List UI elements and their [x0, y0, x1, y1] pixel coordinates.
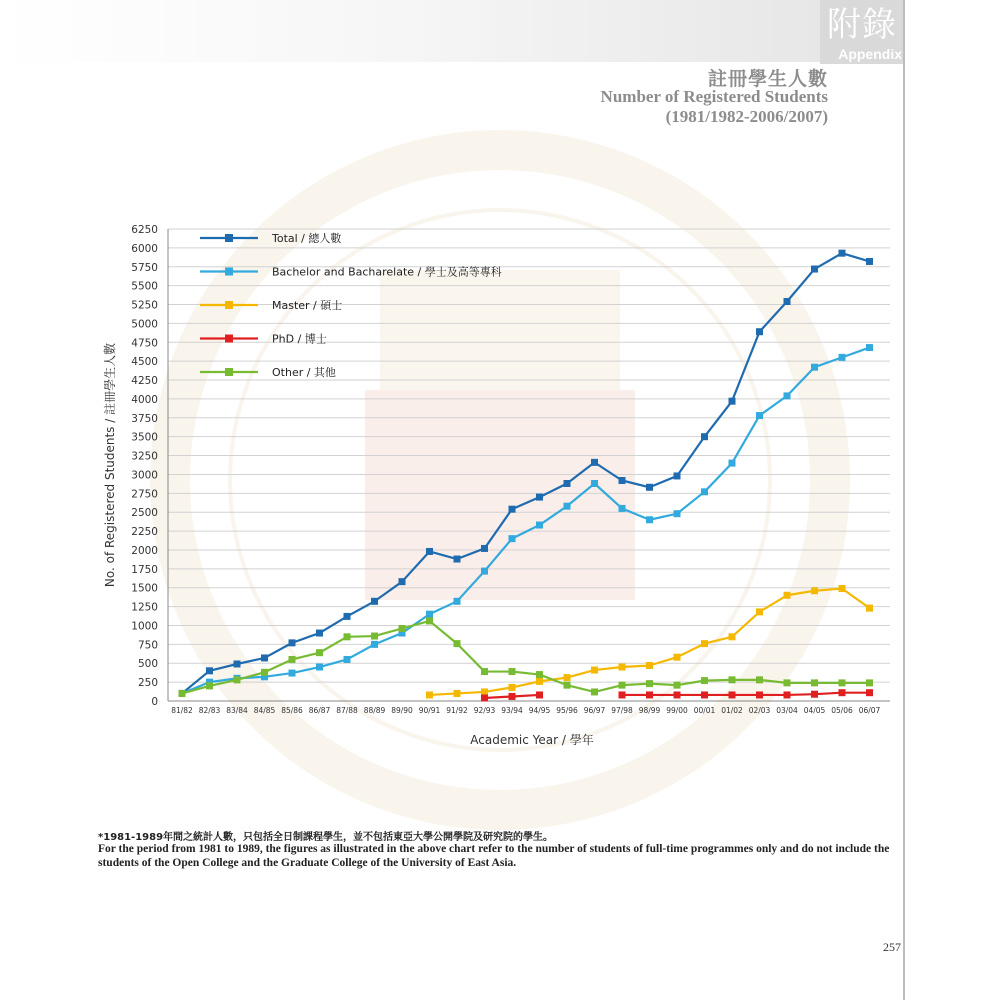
x-tick-label: 84/85 — [253, 706, 276, 715]
data-point — [426, 548, 433, 555]
data-point — [701, 488, 708, 495]
page-number: 257 — [883, 940, 901, 954]
x-tick-label: 02/03 — [748, 706, 771, 715]
data-point — [701, 691, 708, 698]
data-point — [316, 649, 323, 656]
series-3 — [481, 689, 873, 701]
y-tick-label: 4750 — [131, 337, 158, 350]
y-tick-label: 2500 — [131, 507, 158, 520]
x-tick-label: 01/02 — [721, 706, 743, 715]
x-tick-label: 87/88 — [336, 706, 358, 715]
data-point — [839, 679, 846, 686]
x-tick-label: 99/00 — [666, 706, 688, 715]
data-point — [839, 354, 846, 361]
data-point — [344, 613, 351, 620]
data-point — [839, 689, 846, 696]
y-tick-label: 5750 — [131, 261, 158, 274]
data-point — [646, 680, 653, 687]
data-point — [481, 668, 488, 675]
data-point — [784, 392, 791, 399]
data-point — [591, 688, 598, 695]
x-tick-label: 04/05 — [803, 706, 826, 715]
data-point — [674, 654, 681, 661]
data-point — [316, 664, 323, 671]
y-tick-label: 4000 — [131, 393, 158, 406]
data-point — [454, 556, 461, 563]
legend-marker — [225, 335, 233, 343]
data-point — [756, 608, 763, 615]
data-point — [646, 484, 653, 491]
data-point — [371, 633, 378, 640]
data-point — [811, 587, 818, 594]
x-tick-label: 97/98 — [611, 706, 633, 715]
x-tick-label: 82/83 — [198, 706, 221, 715]
data-point — [674, 472, 681, 479]
data-point — [481, 545, 488, 552]
data-point — [619, 691, 626, 698]
data-point — [866, 679, 873, 686]
data-point — [509, 684, 516, 691]
data-point — [756, 412, 763, 419]
x-tick-label: 98/99 — [638, 706, 661, 715]
y-tick-label: 5250 — [131, 299, 158, 312]
x-tick-label: 83/84 — [226, 706, 248, 715]
data-point — [536, 671, 543, 678]
data-point — [674, 691, 681, 698]
x-tick-label: 94/95 — [528, 706, 551, 715]
legend-marker — [225, 234, 233, 242]
y-tick-label: 2000 — [131, 544, 158, 557]
data-point — [234, 676, 241, 683]
data-point — [509, 668, 516, 675]
data-point — [261, 654, 268, 661]
y-tick-label: 250 — [137, 677, 158, 690]
data-point — [811, 364, 818, 371]
data-point — [536, 691, 543, 698]
y-tick-label: 5500 — [131, 280, 158, 293]
data-point — [426, 691, 433, 698]
data-point — [619, 664, 626, 671]
data-point — [536, 678, 543, 685]
data-point — [536, 494, 543, 501]
y-tick-label: 2250 — [131, 526, 158, 539]
data-point — [234, 660, 241, 667]
data-point — [426, 617, 433, 624]
data-point — [289, 670, 296, 677]
data-point — [454, 640, 461, 647]
y-tick-label: 6000 — [131, 242, 158, 255]
page-title-zh: 註冊學生人數 — [707, 68, 828, 90]
y-axis-title: No. of Registered Students / 註冊學生人數 — [103, 342, 117, 588]
y-tick-label: 3000 — [131, 469, 158, 482]
legend-marker — [225, 268, 233, 276]
data-point — [509, 506, 516, 513]
data-point — [756, 691, 763, 698]
data-point — [701, 433, 708, 440]
legend-item — [200, 365, 336, 379]
data-point — [454, 598, 461, 605]
data-point — [454, 690, 461, 697]
x-tick-label: 90/91 — [418, 706, 441, 715]
data-point — [619, 505, 626, 512]
data-point — [261, 669, 268, 676]
data-point — [371, 598, 378, 605]
data-point — [729, 691, 736, 698]
legend-label: Master / 碩士 — [272, 299, 343, 312]
data-point — [399, 578, 406, 585]
y-tick-label: 4500 — [131, 356, 158, 369]
data-point — [784, 592, 791, 599]
x-tick-label: 88/89 — [363, 706, 386, 715]
data-point — [344, 633, 351, 640]
x-axis-title: Academic Year / 學年 — [470, 733, 594, 747]
legend-label: Total / 總人數 — [272, 232, 342, 245]
data-point — [206, 667, 213, 674]
footnote-en: For the period from 1981 to 1989, the figures as illustrated in the above chart refer to the number of students of full-time programmes only and do not include the students of the Open College and the Graduate College of the University of East Asia. — [98, 843, 890, 869]
x-tick-label: 89/90 — [391, 706, 413, 715]
data-point — [564, 674, 571, 681]
data-point — [619, 682, 626, 689]
data-point — [729, 398, 736, 405]
x-tick-label: 03/04 — [776, 706, 798, 715]
data-point — [344, 656, 351, 663]
data-point — [811, 266, 818, 273]
data-point — [674, 510, 681, 517]
y-tick-label: 4250 — [131, 375, 158, 388]
y-tick-label: 500 — [137, 658, 158, 671]
x-tick-label: 85/86 — [281, 706, 303, 715]
data-point — [729, 460, 736, 467]
y-tick-label: 3500 — [131, 431, 158, 444]
data-point — [756, 328, 763, 335]
data-point — [674, 682, 681, 689]
data-point — [564, 682, 571, 689]
data-point — [206, 682, 213, 689]
data-point — [756, 676, 763, 683]
y-tick-label: 0 — [151, 696, 158, 708]
page-title-range: (1981/1982-2006/2007) — [665, 107, 828, 126]
data-point — [481, 694, 488, 701]
x-tick-label: 91/92 — [446, 706, 468, 715]
data-point — [509, 693, 516, 700]
data-point — [591, 480, 598, 487]
x-tick-label: 95/96 — [556, 706, 578, 715]
x-tick-label: 81/82 — [171, 706, 193, 715]
data-point — [289, 656, 296, 663]
data-point — [811, 691, 818, 698]
data-point — [399, 625, 406, 632]
data-point — [481, 568, 488, 575]
y-tick-label: 3250 — [131, 450, 158, 463]
data-point — [784, 679, 791, 686]
data-point — [784, 298, 791, 305]
legend-marker — [225, 301, 233, 309]
legend-marker — [225, 368, 233, 376]
data-point — [646, 662, 653, 669]
data-point — [866, 344, 873, 351]
legend-label: Other / 其他 — [272, 366, 336, 379]
data-point — [866, 689, 873, 696]
appendix-title-en: Appendix — [838, 46, 902, 62]
data-point — [536, 522, 543, 529]
y-tick-label: 6250 — [131, 224, 158, 236]
data-point — [646, 691, 653, 698]
data-point — [371, 641, 378, 648]
footnote-zh: *1981-1989年間之統計人數，只包括全日制課程學生，並不包括東亞大學公開學院及研究院的學生。 — [98, 832, 554, 843]
data-point — [591, 459, 598, 466]
x-tick-label: 93/94 — [501, 706, 523, 715]
y-tick-label: 1750 — [131, 563, 158, 576]
data-point — [701, 677, 708, 684]
data-point — [179, 690, 186, 697]
data-point — [481, 688, 488, 695]
data-point — [701, 640, 708, 647]
y-tick-label: 3750 — [131, 412, 158, 425]
data-point — [811, 679, 818, 686]
data-point — [564, 480, 571, 487]
data-point — [509, 535, 516, 542]
data-point — [316, 630, 323, 637]
data-point — [866, 258, 873, 265]
data-point — [646, 516, 653, 523]
data-point — [289, 639, 296, 646]
data-point — [866, 605, 873, 612]
data-point — [839, 585, 846, 592]
x-tick-label: 92/93 — [473, 706, 496, 715]
data-point — [784, 691, 791, 698]
y-tick-label: 750 — [137, 639, 158, 652]
x-tick-label: 06/07 — [858, 706, 881, 715]
x-tick-label: 86/87 — [308, 706, 331, 715]
data-point — [591, 667, 598, 674]
y-tick-label: 1500 — [131, 582, 158, 595]
data-point — [729, 633, 736, 640]
x-tick-label: 00/01 — [693, 706, 716, 715]
x-tick-label: 96/97 — [583, 706, 606, 715]
data-point — [729, 676, 736, 683]
legend-label: PhD / 博士 — [272, 332, 327, 346]
y-tick-label: 2750 — [131, 488, 158, 501]
page-title-en: Number of Registered Students — [600, 87, 828, 106]
data-point — [619, 477, 626, 484]
legend-label: Bachelor and Bacharelate / 學士及高等專科 — [272, 265, 502, 279]
y-tick-label: 1250 — [131, 601, 158, 614]
data-point — [839, 250, 846, 257]
y-tick-label: 5000 — [131, 318, 158, 331]
y-tick-label: 1000 — [131, 620, 158, 633]
x-tick-label: 05/06 — [831, 706, 853, 715]
data-point — [426, 611, 433, 618]
appendix-title-zh: 附錄 — [827, 5, 897, 45]
data-point — [564, 503, 571, 510]
